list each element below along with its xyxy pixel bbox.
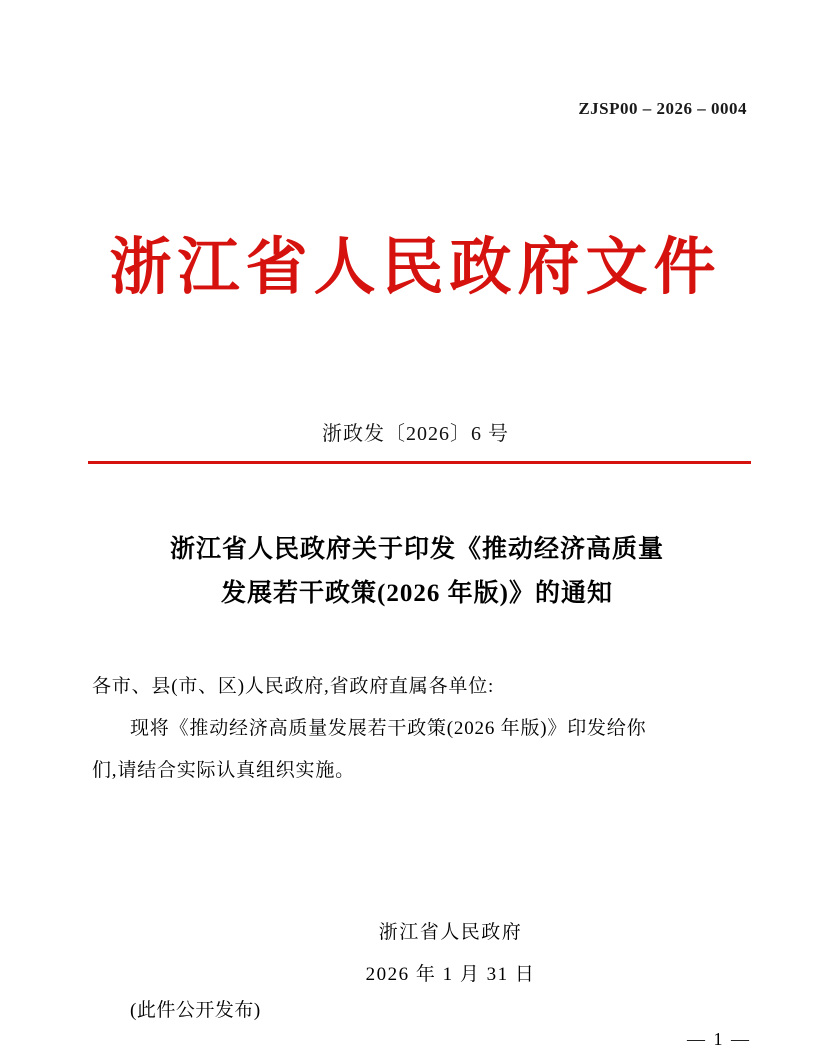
title-line-2: 发展若干政策(2026 年版)》的通知	[221, 579, 613, 607]
document-body	[92, 668, 747, 794]
body-line-1: 现将《推动经济高质量发展若干政策(2026 年版)》印发给你	[130, 718, 647, 739]
title-line-1: 浙江省人民政府关于印发《推动经济高质量	[169, 536, 664, 563]
public-release-note: (此件公开发布)	[130, 1000, 261, 1021]
signature-block	[0, 912, 831, 996]
issue-number: 浙政发〔2026〕6 号	[322, 423, 509, 445]
document-number: ZJSP00 – 2026 – 0004	[578, 99, 747, 118]
recipients-line: 各市、县(市、区)人民政府,省政府直属各单位:	[92, 676, 495, 697]
page-title	[92, 528, 742, 616]
body-line-2: 们,请结合实际认真组织实施。	[92, 760, 355, 781]
masthead-title: 浙江省人民政府文件	[109, 230, 722, 303]
red-divider-rule	[88, 461, 751, 464]
signature-date: 2026 年 1 月 31 日	[365, 963, 536, 985]
page-number: — 1 —	[687, 1029, 751, 1049]
signer-name: 浙江省人民政府	[378, 922, 523, 943]
